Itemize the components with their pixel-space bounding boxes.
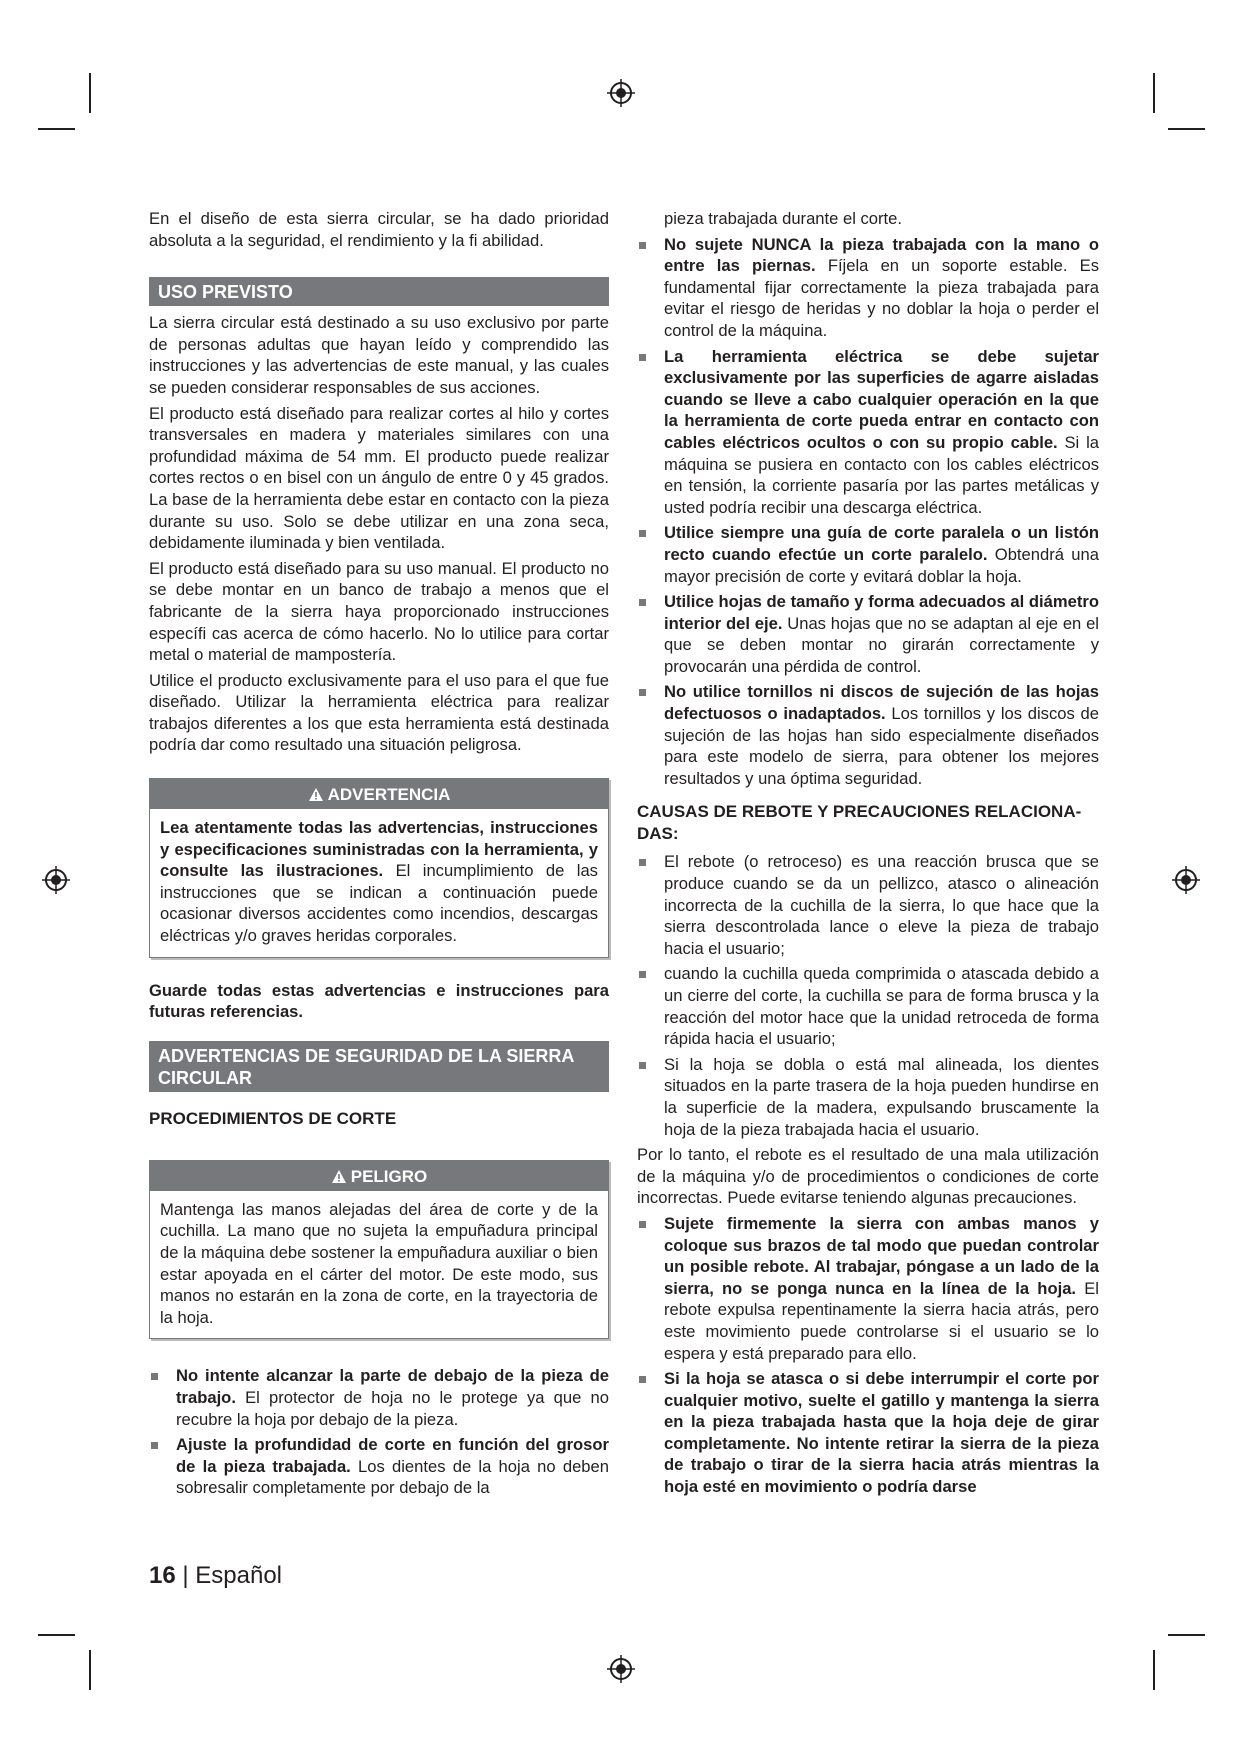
crop-mark <box>89 1650 91 1690</box>
warning-text: El incumplimiento de las instrucciones que se indican a continuación puede ocasionar diversos accidentes como incendios, descargas eléctricas y/o graves heridas corporales. <box>160 861 598 946</box>
list-item: Si la hoja se atasca o si debe interrumpir el corte por cualquier motivo, suelte el gatillo y mantenga la sierra en la pieza trabajada hasta que la hoja deje de girar completamente. No intente retirar la sierra de la pieza de trabajo o tirar de la sierra hacia atrás mientras la hoja esté en movimiento o podría darse <box>637 1368 1099 1498</box>
list-item: No utilice tornillos ni discos de sujeción de las hojas defectuosos o inadaptados. Los tornillos y los discos de sujeción de las hojas han sido especialmente diseñados para este modelo de sierra, para obtener los mejores resultados y una óptima seguridad. <box>637 681 1099 789</box>
list-item: No intente alcanzar la parte de debajo de la pieza de trabajo. El protector de hoja no le protege ya que no recubre la hoja por debajo de la pieza. <box>149 1365 609 1430</box>
left-column <box>149 208 609 1503</box>
guarde-instructions: Guarde todas estas advertencias e instrucciones para futuras referencias. <box>149 980 609 1022</box>
warning-triangle-icon <box>331 1169 347 1184</box>
warning-box-header <box>150 779 608 809</box>
cutting-procedure-list <box>149 1365 609 1499</box>
uso-previsto-p2: El producto está diseñado para realizar cortes al hilo y cortes transversales en madera y materiales similares con una profundidad máxima de 54 mm. El producto puede realizar cortes rectos o en bisel con un ángulo de entre 0 y 45 grados. La base de la herramienta debe estar en contacto con la pieza durante su uso. Solo se debe utilizar en una zona seca, debidamente iluminada y bien ventilada. <box>149 403 609 553</box>
list-item: Ajuste la profundidad de corte en función del grosor de la pieza trabajada. Los dientes de la hoja no deben sobresalir completamente por debajo de la <box>149 1434 609 1499</box>
crop-mark <box>89 73 91 113</box>
registration-mark-icon <box>42 866 70 894</box>
por-lo-tanto-paragraph: Por lo tanto, el rebote es el resultado de una mala utilización de la máquina y/o de procedimientos o condiciones de corte incorrectas. Puede evitarse teniendo algunas precauciones. <box>637 1145 1099 1208</box>
crop-mark <box>38 128 75 130</box>
list-item: Utilice hojas de tamaño y forma adecuados al diámetro interior del eje. Unas hojas que no se adaptan al eje en el que se deben montar no girarán correctamente y provocarán una pérdida de control. <box>637 591 1099 677</box>
section-heading-seguridad: ADVERTENCIAS DE SEGURIDAD DE LA SIERRA CIRCULAR <box>149 1041 609 1092</box>
warning-triangle-icon <box>308 787 324 802</box>
uso-previsto-p3: El producto está diseñado para su uso manual. El producto no se debe montar en un banco de trabajo a menos que el fabricante de la sierra haya proporcionado instrucciones específi cas acerca de cómo hacerlo. No lo utilice para cortar metal o material de mampostería. <box>149 558 609 665</box>
list-item: No sujete NUNCA la pieza trabajada con la mano o entre las piernas. Fíjela en un soporte estable. Es fundamental fijar correctamente la pieza trabajada para evitar el riesgo de heridas y no doblar la hoja o perder el control de la máquina. <box>637 234 1099 342</box>
uso-previsto-p1: La sierra circular está destinado a su uso exclusivo por parte de personas adultas que hayan leído y comprendido las instrucciones y las advertencias de este manual, y las cuales se pueden considerar responsables de sus acciones. <box>149 313 609 397</box>
crop-mark <box>1168 128 1205 130</box>
registration-mark-icon <box>1172 866 1200 894</box>
page-number: 16 <box>149 1562 176 1589</box>
warning-bold-text: Lea atentamente todas las advertencias, instrucciones y especificaciones suministradas con la herramienta, y consulte las ilustraciones. <box>160 818 598 881</box>
kickback-precautions-list <box>637 1213 1099 1498</box>
uso-previsto-p4: Utilice el producto exclusivamente para el uso para el que fue diseñado. Utilizar la herramienta eléctrica para realizar trabajos diferentes a los que esta herramienta está destinada podría dar como resultado una situación peligrosa. <box>149 670 609 755</box>
footer-separator: | <box>182 1562 189 1589</box>
right-column <box>637 208 1099 1502</box>
list-item: El rebote (o retroceso) es una reacción brusca que se produce cuando se da un pellizco, atasco o alineación incorrecta de la cuchilla de la sierra, lo que hace que la sierra descontrolada lance o eleve la pieza de trabajo hacia el usuario; <box>637 851 1099 959</box>
danger-box-header <box>150 1161 608 1191</box>
list-item: Si la hoja se dobla o está mal alineada, los dientes situados en la parte trasera de la hoja pueden hundirse en la superficie de la madera, expulsando bruscamente la hoja de la pieza trabajada hacia el usuario. <box>637 1054 1099 1140</box>
footer-language: Español <box>195 1562 283 1589</box>
list-item: Sujete firmemente la sierra con ambas manos y coloque sus brazos de tal modo que puedan controlar un posible rebote. Al trabajar, póngase a un lado de la sierra, no se ponga nunca en la línea de la hoja. El rebote expulsa repentinamente la sierra hacia atrás, pero este movimiento puede controlarse si el usuario se lo espera y está preparado para ello. <box>637 1213 1099 1364</box>
warning-box-title: ADVERTENCIA <box>327 785 451 805</box>
list-item: La herramienta eléctrica se debe sujetar exclusivamente por las superficies de agarre aisladas cuando se lleve a cabo cualquier operación en la que la herramienta de corte pueda entrar en contacto con cables eléctricos ocultos o con su propio cable. Si la máquina se pusiera en contacto con los cables eléctricos en tensión, la corriente pasaría por las partes metálicas y usted podría recibir una descarga eléctrica. <box>637 346 1099 519</box>
list-item: cuando la cuchilla queda comprimida o atascada debido a un cierre del corte, la cuchilla se para de forma brusca y la reacción del motor hace que la unidad retroceda de forma rápida hacia el usuario; <box>637 963 1099 1049</box>
warning-box <box>149 778 609 958</box>
danger-box <box>149 1160 609 1340</box>
crop-mark <box>1153 73 1155 113</box>
list-item: Utilice siempre una guía de corte paralela o un listón recto cuando efectúe un corte paralelo. Obtendrá una mayor precisión de corte y evitará doblar la hoja. <box>637 522 1099 587</box>
kickback-causes-list <box>637 851 1099 1140</box>
registration-mark-icon <box>607 1655 635 1683</box>
safety-list <box>637 234 1099 790</box>
danger-box-title: PELIGRO <box>350 1166 428 1186</box>
subheading-procedimientos: PROCEDIMIENTOS DE CORTE <box>149 1108 397 1128</box>
intro-paragraph: En el diseño de esta sierra circular, se ha dado prioridad absoluta a la seguridad, el rendimiento y la fi abilidad. <box>149 209 609 250</box>
subheading-causas-rebote: CAUSAS DE REBOTE Y PRECAUCIONES RELACIONA-DAS: <box>637 802 1082 844</box>
continuation-text: pieza trabajada durante el corte. <box>664 209 903 228</box>
crop-mark <box>38 1634 75 1636</box>
page-footer <box>149 1562 282 1590</box>
danger-text: Mantenga las manos alejadas del área de corte y de la cuchilla. La mano que no sujeta la empuñadura principal de la máquina debe sostener la empuñadura auxiliar o bien estar apoyada en el cárter del motor. De este modo, sus manos no estarán en la zona de corte, en la trayectoria de la hoja. <box>160 1199 598 1327</box>
crop-mark <box>1168 1634 1205 1636</box>
registration-mark-icon <box>607 79 635 107</box>
crop-mark <box>1153 1650 1155 1690</box>
section-heading-uso-previsto: USO PREVISTO <box>149 277 609 306</box>
